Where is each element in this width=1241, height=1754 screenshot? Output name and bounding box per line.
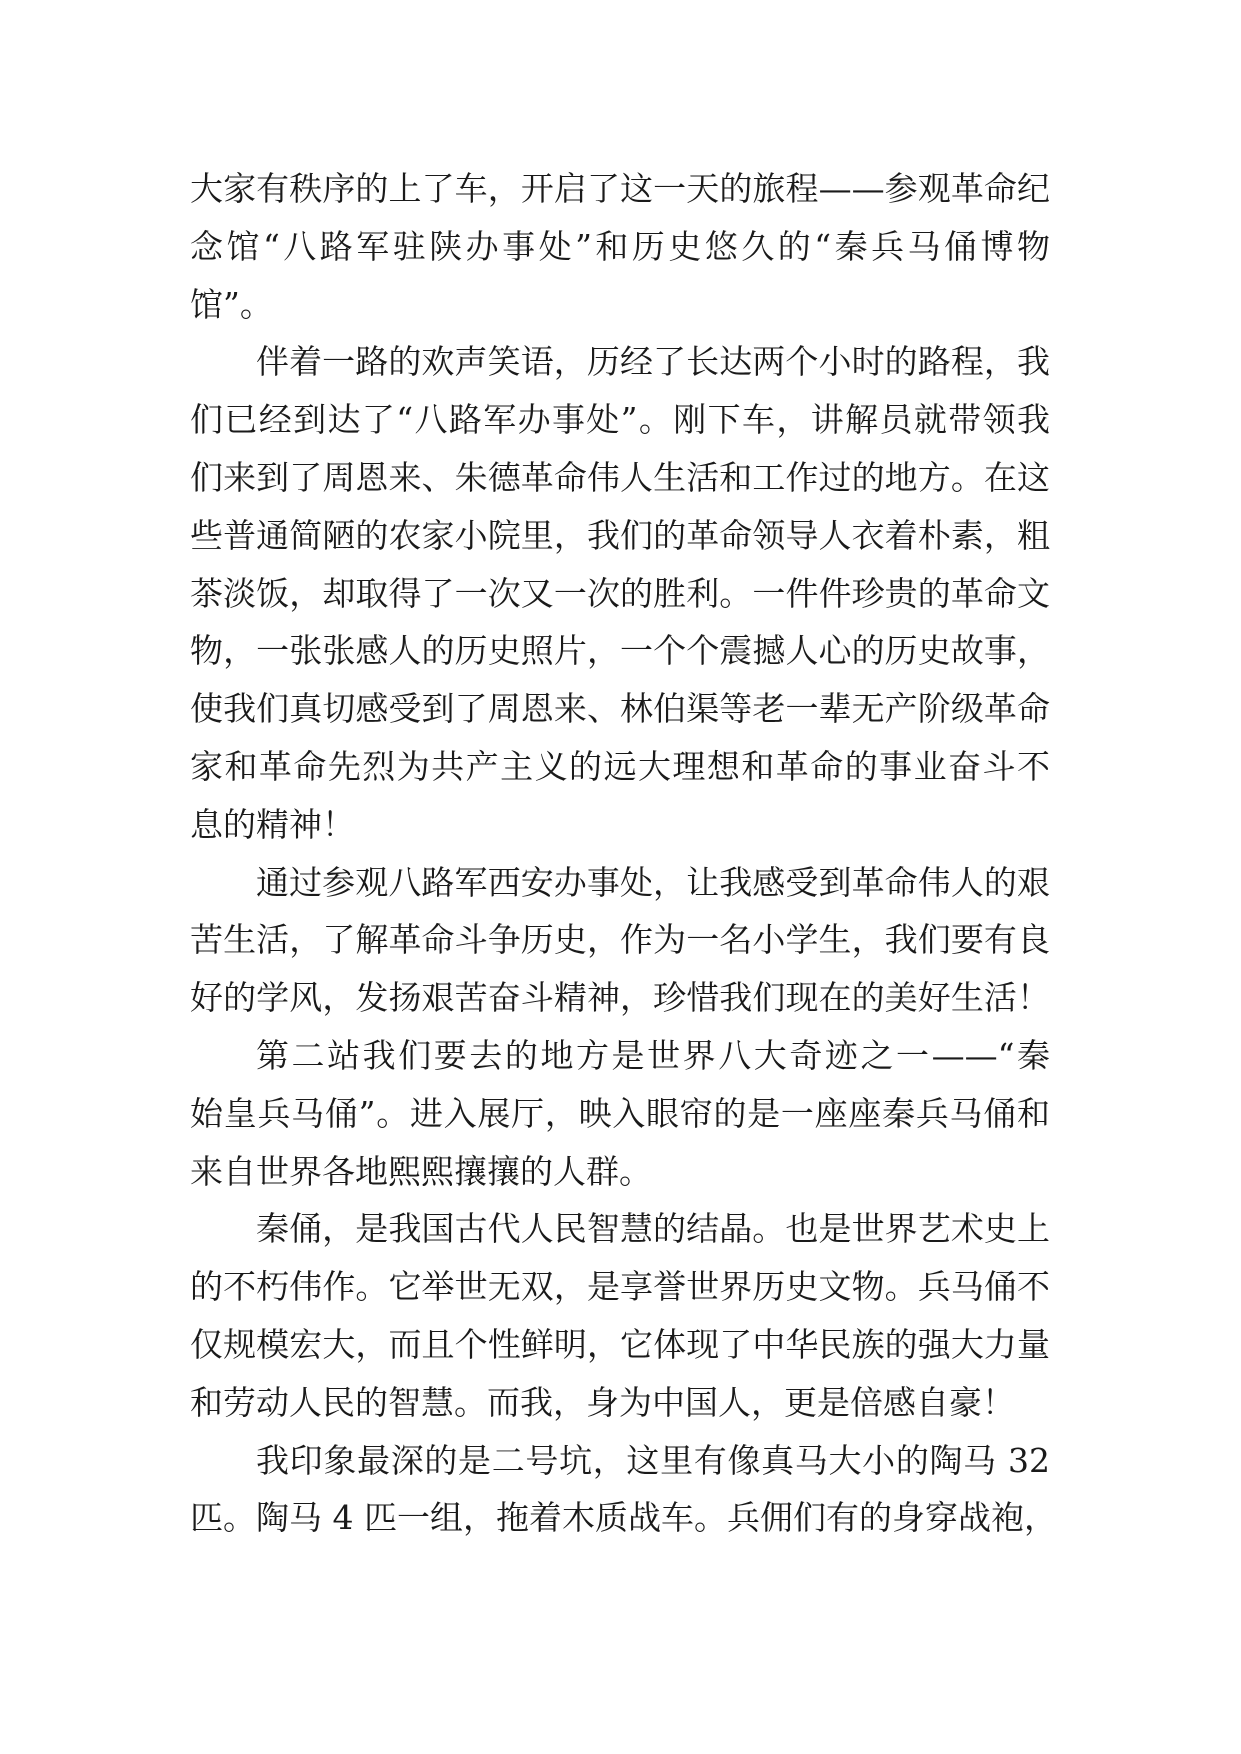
paragraph	[190, 854, 1050, 1027]
text-line: 们来到了周恩来、朱德革命伟人生活和工作过的地方。在这	[190, 457, 1050, 497]
paragraph	[190, 1432, 1057, 1548]
paragraph	[190, 1200, 1050, 1431]
text-line: 些普通简陋的农家小院里，我们的革命领导人衣着朴素，粗	[190, 515, 1050, 555]
text-line: 物，一张张感人的历史照片，一个个震撼人心的历史故事，	[190, 631, 1050, 671]
text-line: 息的精神！	[190, 804, 355, 844]
text-line: 和劳动人民的智慧。而我，身为中国人，更是倍感自豪！	[190, 1382, 1015, 1422]
text-line: 的不朽伟作。它举世无双，是享誉世界历史文物。兵马俑不	[190, 1267, 1050, 1307]
text-line: 家和革命先烈为共产主义的远大理想和革命的事业奋斗不	[190, 746, 1050, 786]
text-line: 大家有秩序的上了车，开启了这一天的旅程——参观革命纪	[190, 169, 1050, 208]
text-line: 第二站我们要去的地方是世界八大奇迹之一——“秦	[256, 1035, 1050, 1075]
text-line: 匹。陶马 4 匹一组，拖着木质战车。兵佣们有的身穿战袍，	[190, 1498, 1057, 1538]
text-line: 馆”。	[190, 284, 273, 324]
text-line: 念馆“八路军驻陕办事处”和历史悠久的“秦兵马俑博物	[190, 226, 1050, 266]
paragraph	[190, 333, 1050, 853]
text-line: 秦俑，是我国古代人民智慧的结晶。也是世界艺术史上	[256, 1209, 1050, 1249]
text-line: 苦生活，了解革命斗争历史，作为一名小学生，我们要有良	[190, 920, 1050, 960]
text-line: 通过参观八路军西安办事处，让我感受到革命伟人的艰	[256, 862, 1050, 902]
text-line: 好的学风，发扬艰苦奋斗精神，珍惜我们现在的美好生活！	[190, 978, 1050, 1018]
text-line: 伴着一路的欢声笑语，历经了长达两个小时的路程，我	[256, 342, 1050, 382]
text-line: 我印象最深的是二号坑，这里有像真马大小的陶马 32	[256, 1440, 1050, 1480]
document-body	[190, 160, 1057, 1547]
text-line: 使我们真切感受到了周恩来、林伯渠等老一辈无产阶级革命	[190, 689, 1050, 729]
text-line: 始皇兵马俑”。进入展厅，映入眼帘的是一座座秦兵马俑和	[190, 1093, 1050, 1133]
text-line: 茶淡饭，却取得了一次又一次的胜利。一件件珍贵的革命文	[190, 573, 1050, 613]
text-line: 们已经到达了“八路军办事处”。刚下车，讲解员就带领我	[190, 400, 1050, 440]
text-line: 仅规模宏大，而且个性鲜明，它体现了中华民族的强大力量	[190, 1324, 1050, 1364]
paragraph	[190, 1027, 1050, 1200]
paragraph	[190, 160, 1050, 333]
text-line: 来自世界各地熙熙攘攘的人群。	[190, 1151, 652, 1191]
